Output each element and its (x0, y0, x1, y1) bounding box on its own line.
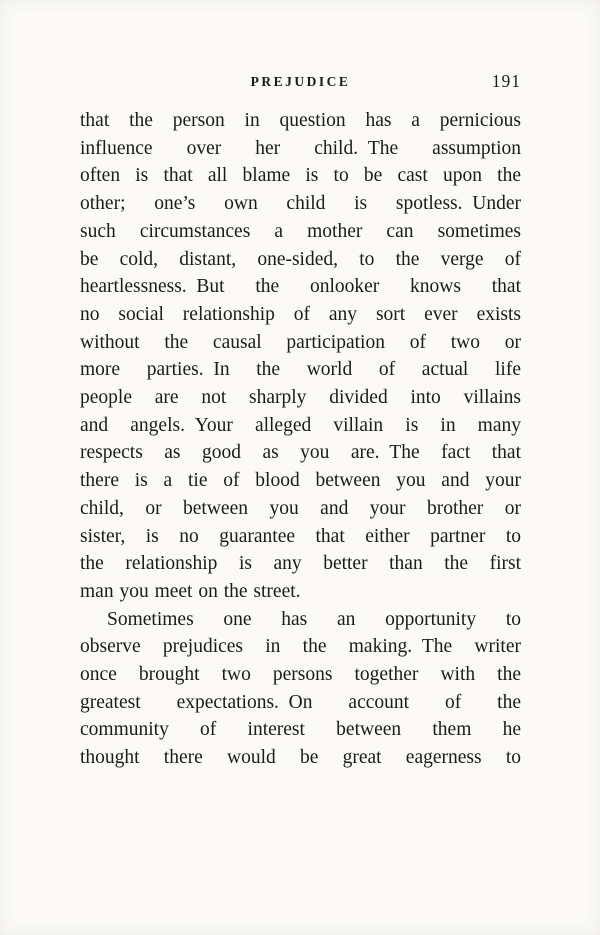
text-line: observe prejudices in the making. The writer (80, 636, 521, 658)
text-line: respects as good as you are. The fact that (80, 442, 521, 464)
text-line: sister, is no guarantee that either partner to (80, 525, 521, 547)
text-line: without the causal participation of two or (80, 331, 521, 353)
text-line: there is a tie of blood between you and your (80, 470, 521, 492)
paragraph (80, 606, 521, 772)
text-line: no social relationship of any sort ever exists (80, 303, 521, 325)
text-line: people are not sharply divided into villains (80, 387, 521, 409)
text-line: the relationship is any better than the first (80, 553, 521, 575)
text-line: such circumstances a mother can sometimes (80, 220, 521, 242)
text-line: often is that all blame is to be cast upon the (80, 165, 521, 187)
text-line: child, or between you and your brother or (80, 497, 521, 519)
text-line: that the person in question has a pernicious (80, 110, 521, 131)
text-line: Sometimes one has an opportunity to (107, 608, 521, 630)
text-line: other; one’s own child is spotless. Under (80, 193, 521, 215)
text-line: influence over her child. The assumption (80, 137, 521, 159)
text-line: man you meet on the street. (80, 580, 301, 602)
text-line: greatest expectations. On account of the (80, 691, 521, 713)
running-head (80, 71, 521, 93)
text-line: be cold, distant, one-sided, to the verge of (80, 248, 521, 270)
body-text (80, 107, 521, 772)
running-head-title: PREJUDICE (250, 74, 351, 89)
paragraph (80, 107, 521, 606)
text-line: heartlessness. But the onlooker knows that (80, 276, 521, 298)
text-line: thought there would be great eagerness to (80, 747, 521, 769)
page-number: 191 (491, 71, 521, 91)
text-line: more parties. In the world of actual life (80, 359, 521, 381)
text-line: and angels. Your alleged villain is in many (80, 414, 521, 436)
text-line: once brought two persons together with the (80, 664, 521, 686)
text-line: community of interest between them he (80, 719, 521, 741)
